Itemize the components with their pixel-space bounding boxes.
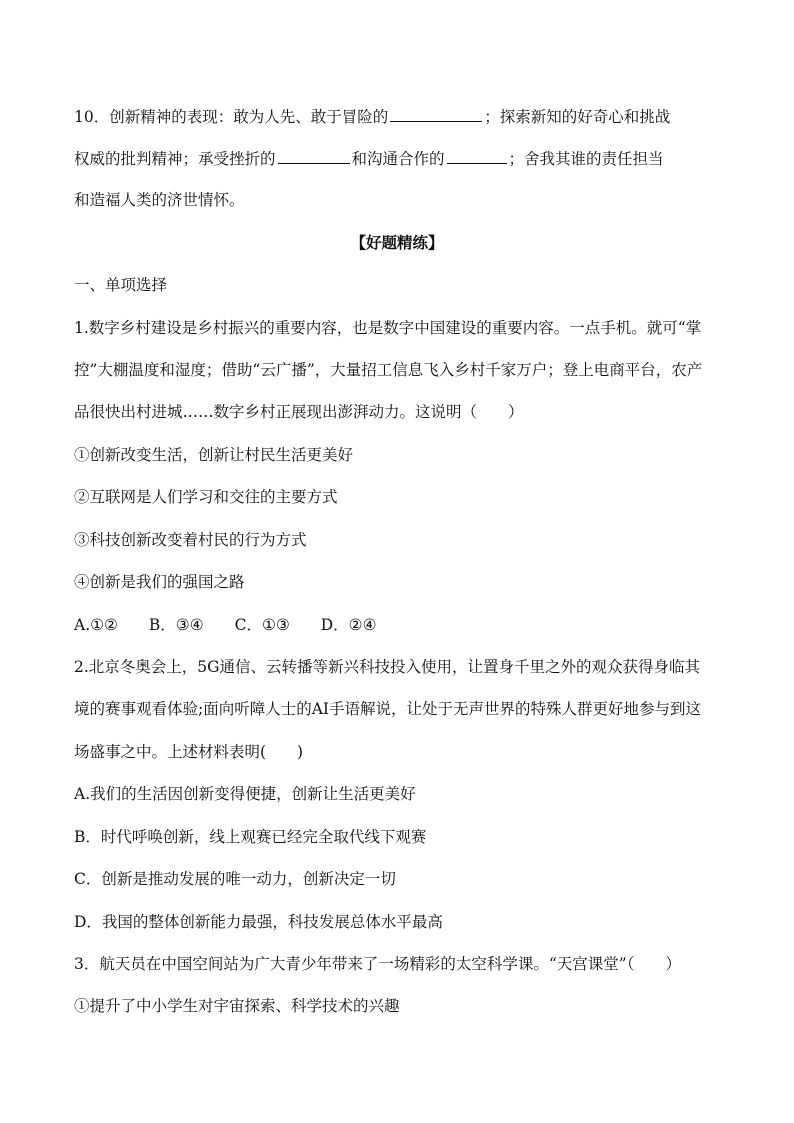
q2-line-1: 2.北京冬奥会上，5G通信、云转播等新兴科技投入使用，让置身千里之外的观众获得身临其: [74, 658, 701, 676]
q3-line-1: 3．航天员在中国空间站为广大青少年带来了一场精彩的太空科学课。“天宫课堂”（ ）: [74, 955, 681, 973]
q10-text: 权威的批判精神；承受挫折的: [74, 150, 276, 168]
section-title: 【好题精练】: [350, 233, 444, 252]
q10-text: 和沟通合作的: [351, 150, 445, 168]
q1-line-2: 控”大棚温度和湿度；借助“云广播”，大量招工信息飞入乡村千家万户；登上电商平台，农产: [74, 361, 703, 379]
q2-option-d: D．我国的整体创新能力最强，科技发展总体水平最高: [74, 913, 443, 931]
q1-statement-3: ③科技创新改变着村民的行为方式: [74, 531, 307, 549]
q10-text: ；探索新知的好奇心和挑战: [484, 108, 671, 126]
q10-line-3: 和造福人类的济世情怀。: [74, 191, 245, 209]
answer-blank: [278, 148, 350, 164]
q10-line-1: [74, 106, 722, 127]
q1-statement-1: ①创新改变生活，创新让村民生活更美好: [74, 446, 354, 464]
q1-line-1: 1.数字乡村建设是乡村振兴的重要内容，也是数字中国建设的重要内容。一点手机。就可“掌: [74, 319, 702, 337]
q1-choices: A.①② B．③④ C．①③ D．②④: [74, 616, 377, 634]
q2-option-a: A.我们的生活因创新变得便捷，创新让生活更美好: [74, 785, 416, 803]
q1-line-3: 品很快出村进城……数字乡村正展现出澎湃动力。这说明（ ）: [74, 403, 524, 421]
q2-option-b: B．时代呼唤创新，线上观赛已经完全取代线下观赛: [74, 828, 427, 846]
q2-line-2: 境的赛事观看体验;面向听障人士的AI手语解说，让处于无声世界的特殊人群更好地参与到这: [74, 700, 702, 718]
q3-statement-1: ①提升了中小学生对宇宙探索、科学技术的兴趣: [74, 997, 400, 1015]
q2-line-3: 场盛事之中。上述材料表明( ): [74, 743, 304, 761]
q10-text: 10．创新精神的表现：敢为人先、敢于冒险的: [74, 108, 389, 126]
subsection-title: 一、单项选择: [74, 276, 168, 294]
q10-line-2: [74, 148, 722, 169]
q1-statement-2: ②互联网是人们学习和交往的主要方式: [74, 488, 338, 506]
answer-blank: [390, 106, 482, 122]
q1-statement-4: ④创新是我们的强国之路: [74, 573, 245, 591]
answer-blank: [447, 148, 507, 164]
q2-option-c: C．创新是推动发展的唯一动力，创新决定一切: [74, 870, 396, 888]
q10-text: ；舍我其谁的责任担当: [508, 150, 664, 168]
